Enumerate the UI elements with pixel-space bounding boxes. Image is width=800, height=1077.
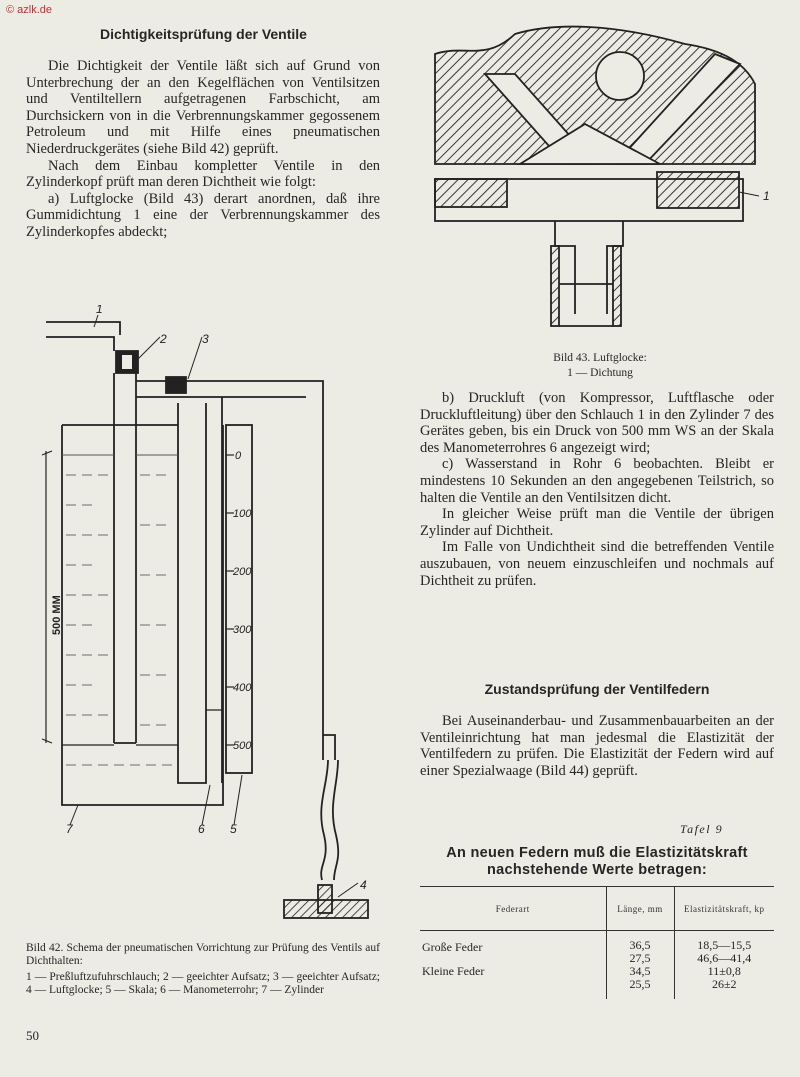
caption-legend: 1 — Preßluftzufuhrschlauch; 2 — geeichter Aufsatz; 3 — geeichter Aufsatz; 4 — Luftglocke; 5 — Skala; 6 — Manometerrohr; 7 — Zylinder xyxy=(26,971,380,996)
spring-values-table xyxy=(420,886,774,999)
part-label: 1 xyxy=(96,305,103,316)
table-title-line: An neuen Federn muß die Elastizitätskraft xyxy=(446,845,748,861)
value: 26±2 xyxy=(711,976,737,991)
left-text-block xyxy=(26,58,380,241)
paragraph: c) Wasserstand in Rohr 6 beobachten. Bleibt er mindestens 10 Sekunden an den angegebenen Teilstrich, so halten die Ventile an den Ventilsitzen dicht. xyxy=(420,456,774,506)
paragraph: Nach dem Einbau kompletter Ventile in den Zylinderkopf prüft man deren Dichtheit wie folgt: xyxy=(26,157,380,191)
value: 27,5 xyxy=(629,950,651,965)
section-heading-valve-springs: Zustandsprüfung der Ventilfedern xyxy=(484,681,710,697)
cylinder-7 xyxy=(62,425,223,805)
dimension-label: 500 MM xyxy=(51,595,63,635)
table-cell xyxy=(606,939,674,965)
caption-title: Bild 43. Luftglocke: xyxy=(553,352,647,364)
paragraph: Die Dichtigkeit der Ventile läßt sich auf Grund von Unterbrechung der an den Kegelflächen von Ventilsitzen und Ventiltellern aufgetragenen Farbschicht, am Durchsickern von in die Verbrennungskammer gegossenem Petroleum und mit Hilfe eines pneumatischen Niederdruckgerätes (siehe Bild 42) geprüft. xyxy=(26,58,380,157)
right-text-block-2 xyxy=(420,713,774,779)
value: 25,5 xyxy=(629,976,651,991)
inlet-pipe xyxy=(114,373,136,743)
table-cell: Große Feder xyxy=(420,939,606,965)
rubber-seal-1 xyxy=(657,172,739,208)
paragraph: b) Druckluft (von Kompressor, Luftflasche oder Druckluftleitung) über den Schlauch 1 in den Zylinder 7 des Gerätes geben, bis ein Druck von 500 mm WS an der Skala des Manometerrohres 6 angezeigt wird; xyxy=(420,390,774,456)
part-label: 5 xyxy=(230,822,237,836)
figure-42-caption xyxy=(26,942,380,997)
top-connection xyxy=(136,381,323,735)
value: 46,6—41,4 xyxy=(697,950,752,965)
table-title-line: nachstehende Werte betragen: xyxy=(486,862,708,878)
paragraph: a) Luftglocke (Bild 43) derart anordnen, daß ihre Gummidichtung 1 eine der Verbrennungskammer des Zylinderkopfes abdeckt; xyxy=(26,190,380,240)
part-label: 1 xyxy=(763,189,770,203)
scale-tick-label: 200 xyxy=(233,566,252,578)
figure-43-caption xyxy=(500,352,700,380)
scale-5 xyxy=(226,425,252,773)
part-label: 7 xyxy=(66,822,73,836)
table-title xyxy=(420,845,774,879)
caption-title: Bild 42. Schema der pneumatischen Vorrichtung zur Prüfung des Ventils auf Dichthalten: xyxy=(26,942,380,967)
manometer-tube-6 xyxy=(178,403,206,783)
table-label: Tafel 9 xyxy=(680,822,724,836)
table-cell xyxy=(606,965,674,991)
table-header: Länge, mm xyxy=(606,887,674,931)
part-label: 4 xyxy=(360,878,367,892)
table-cell xyxy=(674,939,774,965)
scale-tick-label: 400 xyxy=(233,682,252,694)
right-text-block xyxy=(420,390,774,589)
watermark: © azlk.de xyxy=(6,4,53,16)
calibrated-fitting-3 xyxy=(166,377,186,393)
scale-tick-label: 300 xyxy=(233,624,252,636)
value: 18,5—15,5 xyxy=(697,937,752,952)
part-label: 2 xyxy=(160,332,167,346)
table-header: Federart xyxy=(420,887,606,931)
paragraph: Bei Auseinanderbau- und Zusammenbauarbeiten an der Ventileinrichtung hat man jedesmal die Elastizität der Ventilfedern zu prüfen. Die Elastizität der Federn wird auf einer Spezialwaage (Bild 44) geprüft. xyxy=(420,713,774,779)
table-row xyxy=(420,965,774,991)
section-heading-valve-tightness: Dichtigkeitsprüfung der Ventile xyxy=(100,26,307,42)
page-number: 50 xyxy=(26,1028,39,1043)
value: 34,5 xyxy=(629,963,651,978)
figure-42-pneumatic-device xyxy=(38,305,388,930)
caption-legend: 1 — Dichtung xyxy=(567,367,633,379)
table-cell xyxy=(674,965,774,991)
part-label: 3 xyxy=(202,332,209,346)
scale-tick-label: 0 xyxy=(235,450,242,462)
paragraph: In gleicher Weise prüft man die Ventile der übrigen Zylinder auf Dichtheit. xyxy=(420,506,774,539)
value: 11±0,8 xyxy=(707,963,741,978)
table-row xyxy=(420,939,774,965)
table-cell: Kleine Feder xyxy=(420,965,606,991)
scale-tick-label: 500 xyxy=(233,740,252,752)
figure-43-air-bell xyxy=(425,14,775,334)
table-header: Elastizitätskraft, kp xyxy=(684,903,765,914)
part-label: 6 xyxy=(198,822,205,836)
air-hose xyxy=(46,322,120,351)
paragraph: Im Falle von Undichtheit sind die betreffenden Ventile auszubauen, von neuem einzuschleifen und nochmals auf Dichtheit zu prüfen. xyxy=(420,539,774,589)
scale-tick-label: 100 xyxy=(233,508,252,520)
table-header-row xyxy=(420,887,774,931)
value: 36,5 xyxy=(629,937,651,952)
